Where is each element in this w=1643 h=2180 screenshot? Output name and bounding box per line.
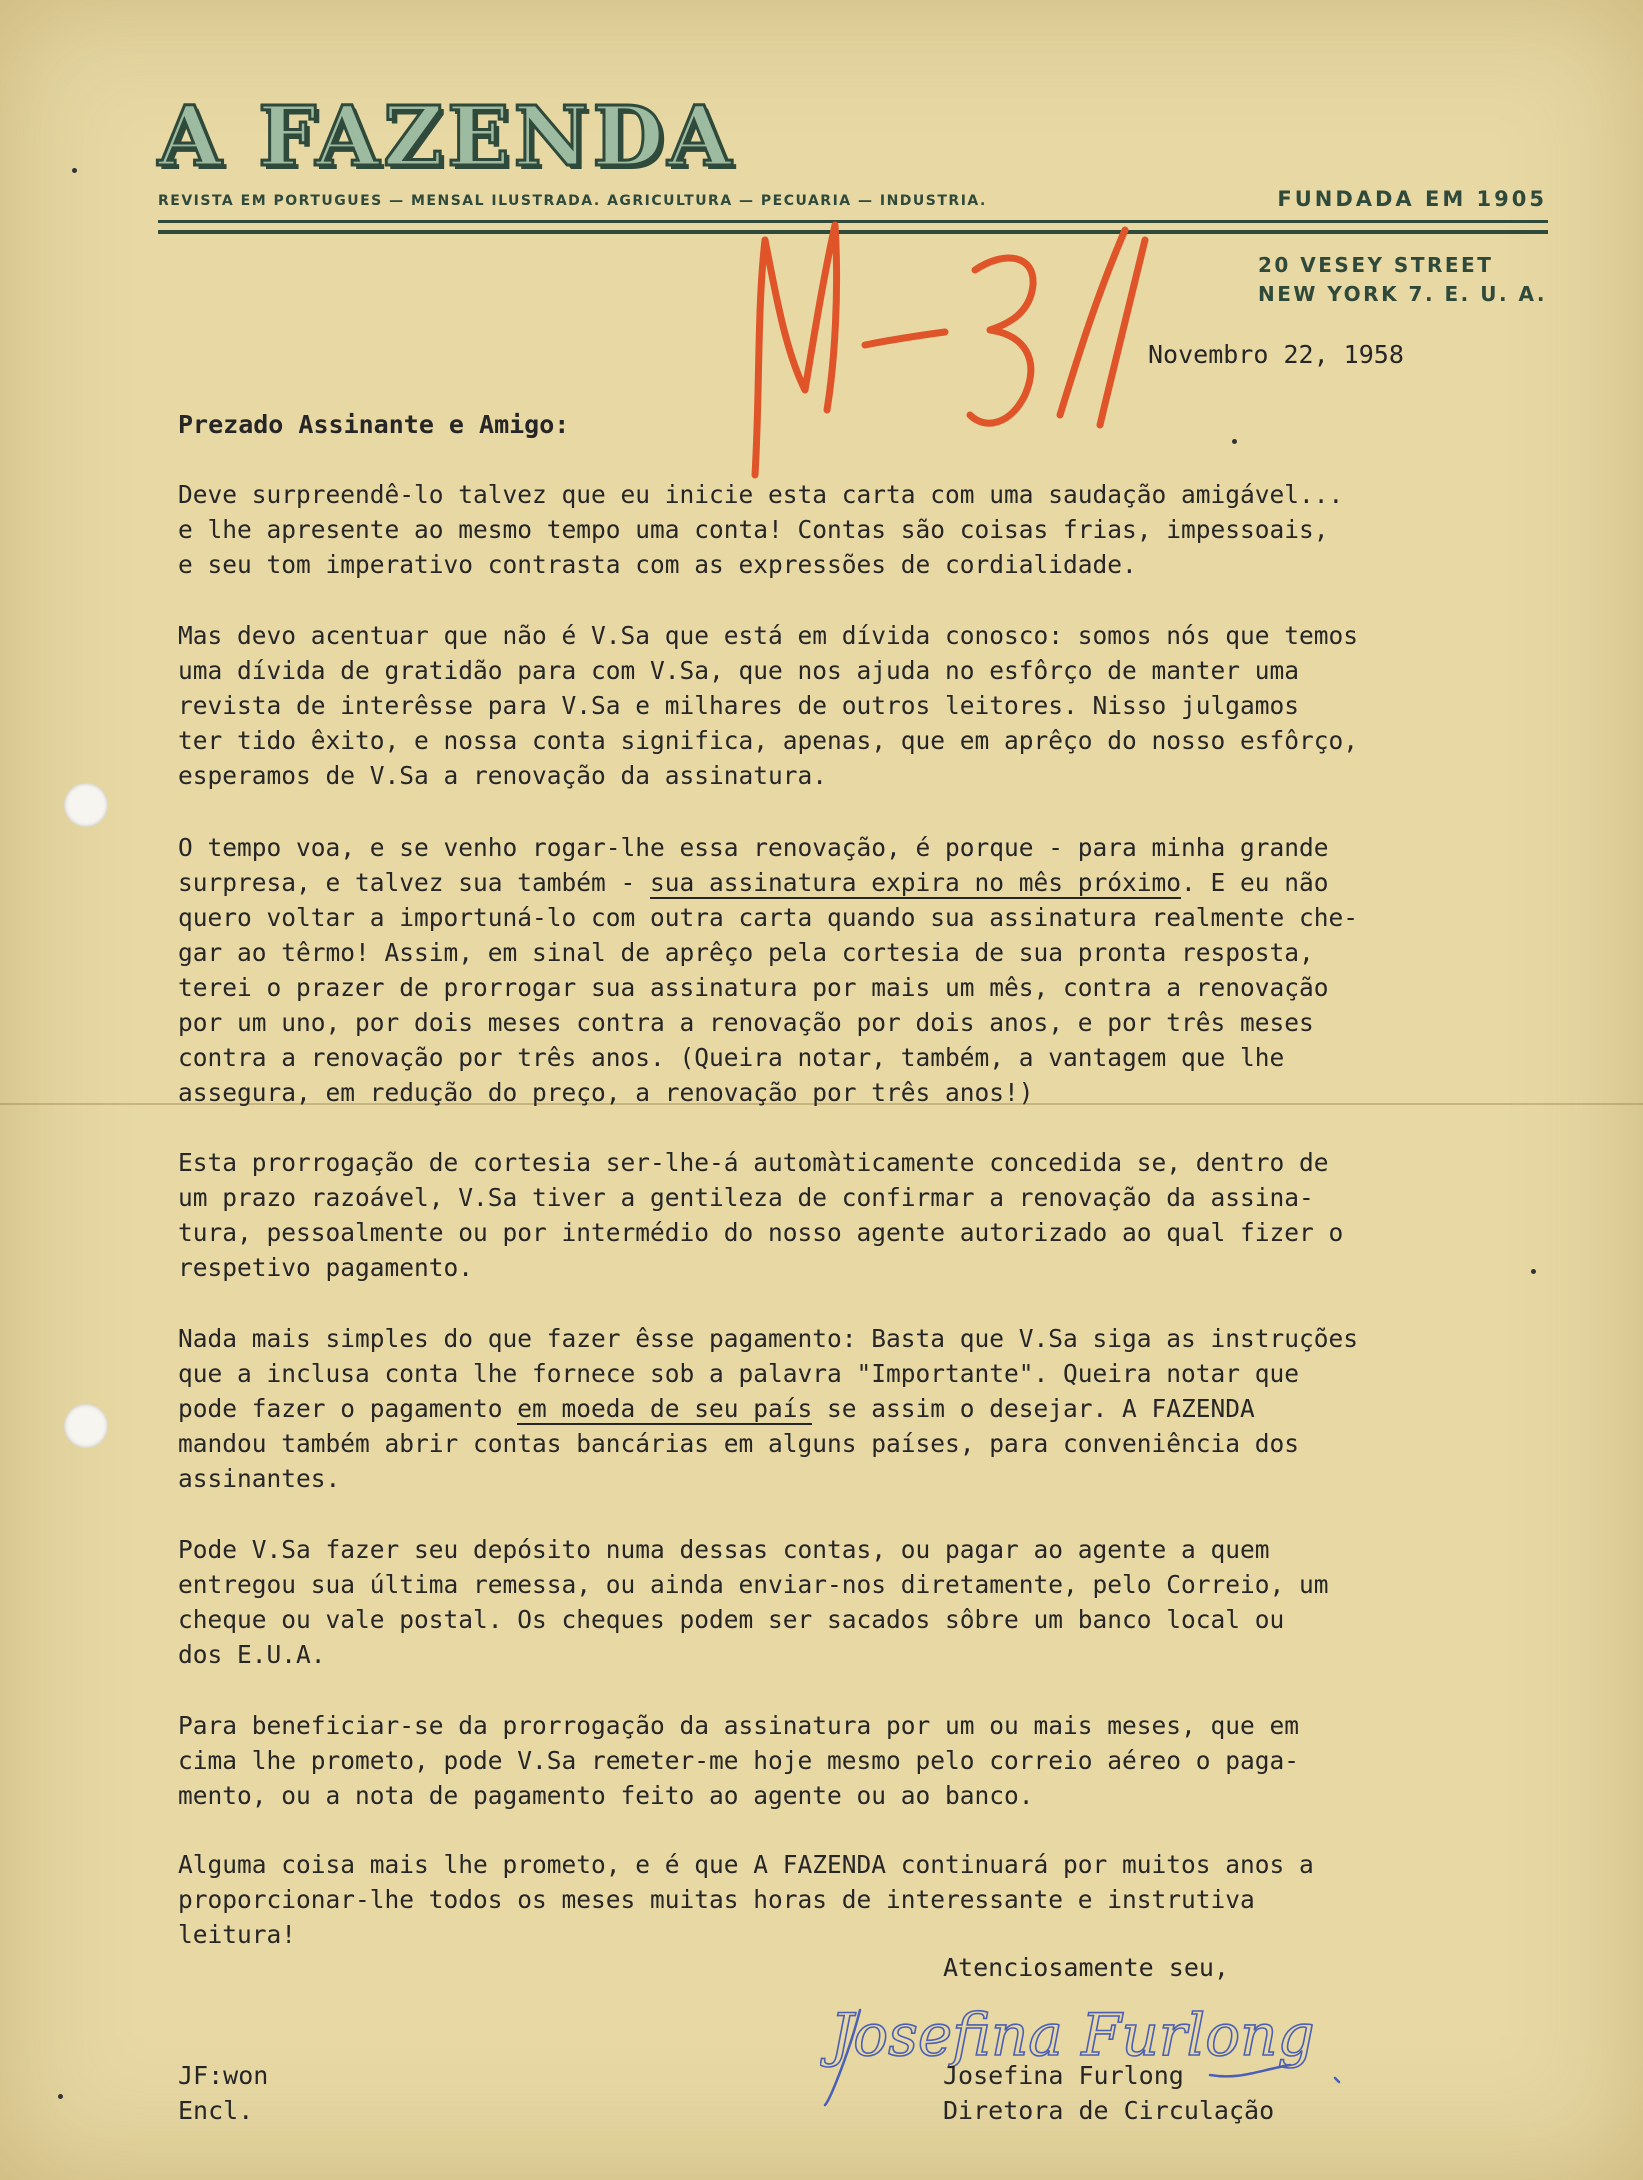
paper-speck bbox=[58, 2094, 63, 2099]
paragraph-6 bbox=[178, 1532, 1538, 1672]
text-line: respetivo pagamento. bbox=[178, 1253, 474, 1282]
reference-block bbox=[178, 2058, 268, 2128]
text-line: um prazo razoável, V.Sa tiver a gentileza de confirmar a renovação da assina- bbox=[178, 1183, 1314, 1212]
underlined-currency-note: em moeda de seu país bbox=[517, 1394, 813, 1423]
closing-phrase: Atenciosamente seu, bbox=[943, 1953, 1229, 1982]
text-line: por um uno, por dois meses contra a renovação por dois anos, e por três meses bbox=[178, 1008, 1314, 1037]
text-line: leitura! bbox=[178, 1920, 297, 1949]
red-pencil-mark bbox=[715, 210, 1215, 480]
text-line: Deve surpreendê-lo talvez que eu inicie esta carta com uma saudação amigável... bbox=[178, 480, 1344, 509]
text-line: quero voltar a importuná-lo com outra carta quando sua assinatura realmente che- bbox=[178, 903, 1359, 932]
masthead-title: A FAZENDA bbox=[158, 89, 736, 185]
signer-name: Josefina Furlong bbox=[943, 2061, 1184, 2090]
red-mark-text: M-3/1 bbox=[715, 210, 719, 211]
paragraph-2 bbox=[178, 618, 1538, 793]
text-segment: . E eu não bbox=[1181, 868, 1329, 897]
text-line: cheque ou vale postal. Os cheques podem ser sacados sôbre um banco local ou bbox=[178, 1605, 1285, 1634]
paragraph-3 bbox=[178, 830, 1538, 1110]
text-line: proporcionar-lhe todos os meses muitas horas de interessante e instrutiva bbox=[178, 1885, 1255, 1914]
enclosure-note: Encl. bbox=[178, 2096, 254, 2125]
letterhead-address bbox=[1258, 251, 1547, 309]
text-segment: surpresa, e talvez sua também - bbox=[178, 868, 651, 897]
text-line: contra a renovação por três anos. (Queira notar, também, a vantagem que lhe bbox=[178, 1043, 1285, 1072]
paper-speck bbox=[72, 168, 77, 173]
text-line: ter tido êxito, e nossa conta significa, apenas, que em aprêço do nosso esfôrço, bbox=[178, 726, 1359, 755]
paper-speck bbox=[1232, 439, 1237, 444]
text-line: Nada mais simples do que fazer êsse pagamento: Basta que V.Sa siga as instruções bbox=[178, 1324, 1359, 1353]
text-line: que a inclusa conta lhe fornece sob a palavra "Importante". Queira notar que bbox=[178, 1359, 1300, 1388]
text-line: revista de interêsse para V.Sa e milhares de outros leitores. Nisso julgamos bbox=[178, 691, 1300, 720]
text-line: Pode V.Sa fazer seu depósito numa dessas contas, ou pagar ao agente a quem bbox=[178, 1535, 1270, 1564]
signer-title: Diretora de Circulação bbox=[943, 2096, 1275, 2125]
address-city: NEW YORK 7. E. U. A. bbox=[1257, 282, 1547, 306]
address-street: 20 VESEY STREET bbox=[1257, 253, 1494, 277]
text-line: e lhe apresente ao mesmo tempo uma conta! Contas são coisas frias, impessoais, bbox=[178, 515, 1329, 544]
paragraph-8 bbox=[178, 1847, 1538, 1952]
underlined-expiry-notice: sua assinatura expira no mês próximo bbox=[650, 868, 1182, 897]
paragraph-4 bbox=[178, 1145, 1538, 1285]
text-line: gar ao têrmo! Assim, em sinal de aprêço pela cortesia de sua pronta resposta, bbox=[178, 938, 1314, 967]
letter-date: Novembro 22, 1958 bbox=[1148, 340, 1404, 369]
punch-hole-icon bbox=[64, 783, 108, 827]
text-line: assegura, em redução do preço, a renovação por três anos!) bbox=[178, 1078, 1034, 1107]
text-segment: pode fazer o pagamento bbox=[178, 1394, 518, 1423]
paragraph-7 bbox=[178, 1708, 1538, 1813]
text-line: e seu tom imperativo contrasta com as expressões de cordialidade. bbox=[178, 550, 1137, 579]
text-line: mento, ou a nota de pagamento feito ao agente ou ao banco. bbox=[178, 1781, 1034, 1810]
text-line: tura, pessoalmente ou por intermédio do nosso agente autorizado ao qual fizer o bbox=[178, 1218, 1344, 1247]
signer-block bbox=[943, 2058, 1274, 2128]
text-line: mandou também abrir contas bancárias em alguns países, para conveniência dos bbox=[178, 1429, 1300, 1458]
text-line: O tempo voa, e se venho rogar-lhe essa renovação, é porque - para minha grande bbox=[178, 833, 1329, 862]
salutation: Prezado Assinante e Amigo: bbox=[178, 410, 570, 439]
founded-year: FUNDADA EM 1905 bbox=[1277, 187, 1547, 211]
text-line: cima lhe prometo, pode V.Sa remeter-me hoje mesmo pelo correio aéreo o paga- bbox=[178, 1746, 1300, 1775]
text-line: entregou sua última remessa, ou ainda enviar-nos diretamente, pelo Correio, um bbox=[178, 1570, 1329, 1599]
text-line: uma dívida de gratidão para com V.Sa, que nos ajuda no esfôrço de manter uma bbox=[178, 656, 1300, 685]
punch-hole-icon bbox=[64, 1404, 108, 1448]
text-line: dos E.U.A. bbox=[178, 1640, 326, 1669]
text-line: Alguma coisa mais lhe prometo, e é que A FAZENDA continuará por muitos anos a bbox=[178, 1850, 1314, 1879]
paragraph-5 bbox=[178, 1321, 1538, 1496]
text-line: terei o prazer de prorrogar sua assinatura por mais um mês, contra a renovação bbox=[178, 973, 1329, 1002]
text-line: esperamos de V.Sa a renovação da assinatura. bbox=[178, 761, 828, 790]
text-line bbox=[178, 1391, 1538, 1426]
text-segment: se assim o desejar. A FAZENDA bbox=[812, 1394, 1255, 1423]
text-line: Esta prorrogação de cortesia ser-lhe-á automàticamente concedida se, dentro de bbox=[178, 1148, 1329, 1177]
signature-text: Josefina Furlong bbox=[830, 2001, 1315, 2069]
masthead-subtitle: REVISTA EM PORTUGUES — MENSAL ILUSTRADA. AGRICULTURA — PECUARIA — INDUSTRIA. bbox=[158, 193, 987, 209]
text-line: Para beneficiar-se da prorrogação da assinatura por um ou mais meses, que em bbox=[178, 1711, 1300, 1740]
text-line: Mas devo acentuar que não é V.Sa que está em dívida conosco: somos nós que temos bbox=[178, 621, 1359, 650]
text-line: assinantes. bbox=[178, 1464, 341, 1493]
text-line bbox=[178, 865, 1538, 900]
paragraph-1 bbox=[178, 477, 1538, 582]
reference-initials: JF:won bbox=[178, 2061, 269, 2090]
